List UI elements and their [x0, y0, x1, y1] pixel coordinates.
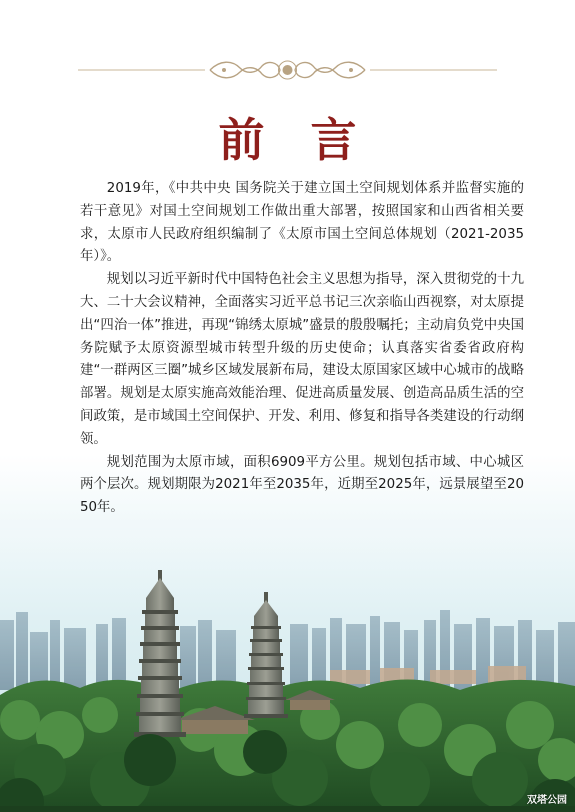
- preface-body: [80, 178, 524, 520]
- photo-caption: 双塔公园: [527, 795, 567, 806]
- paragraph-2: 规划以习近平新时代中国特色社会主义思想为指导，深入贯彻党的十九大、二十大会议精神，全面落实习近平总书记三次亲临山西视察，对太原提出“四治一体”推进，再现“锦绣太原城”盛景的殷殷嘱托；主动肩负党中央国务院赋予太原资源型城市转型升级的历史使命；认真落实省委省政府构建“一群两区三圈”城乡区域发展新布局，建设太原国家区域中心城市的战略部署。规划是太原实施高效能治理、促进高质量发展、创造高品质生活的空间政策，是市域国土空间保护、开发、利用、修复和指导各类建设的行动纲领。: [80, 272, 524, 447]
- decorative-divider: [0, 56, 575, 86]
- page-title: 前言: [218, 113, 403, 167]
- paragraph-3: 规划范围为太原市域，面积6909平方公里。规划包括市域、中心城区两个层次。规划期限为2021年至2035年，近期至2025年，远景展望至2050年。: [80, 454, 524, 516]
- paragraph-1: 2019年，《中共中央 国务院关于建立国土空间规划体系并监督实施的若干意见》对国土空间规划工作做出重大部署，按照国家和山西省相关要求，太原市人民政府组织编制了《太原市国土空间总体规划（2021-2035年）》。: [80, 181, 524, 265]
- twin-pagoda-photo: [0, 520, 575, 812]
